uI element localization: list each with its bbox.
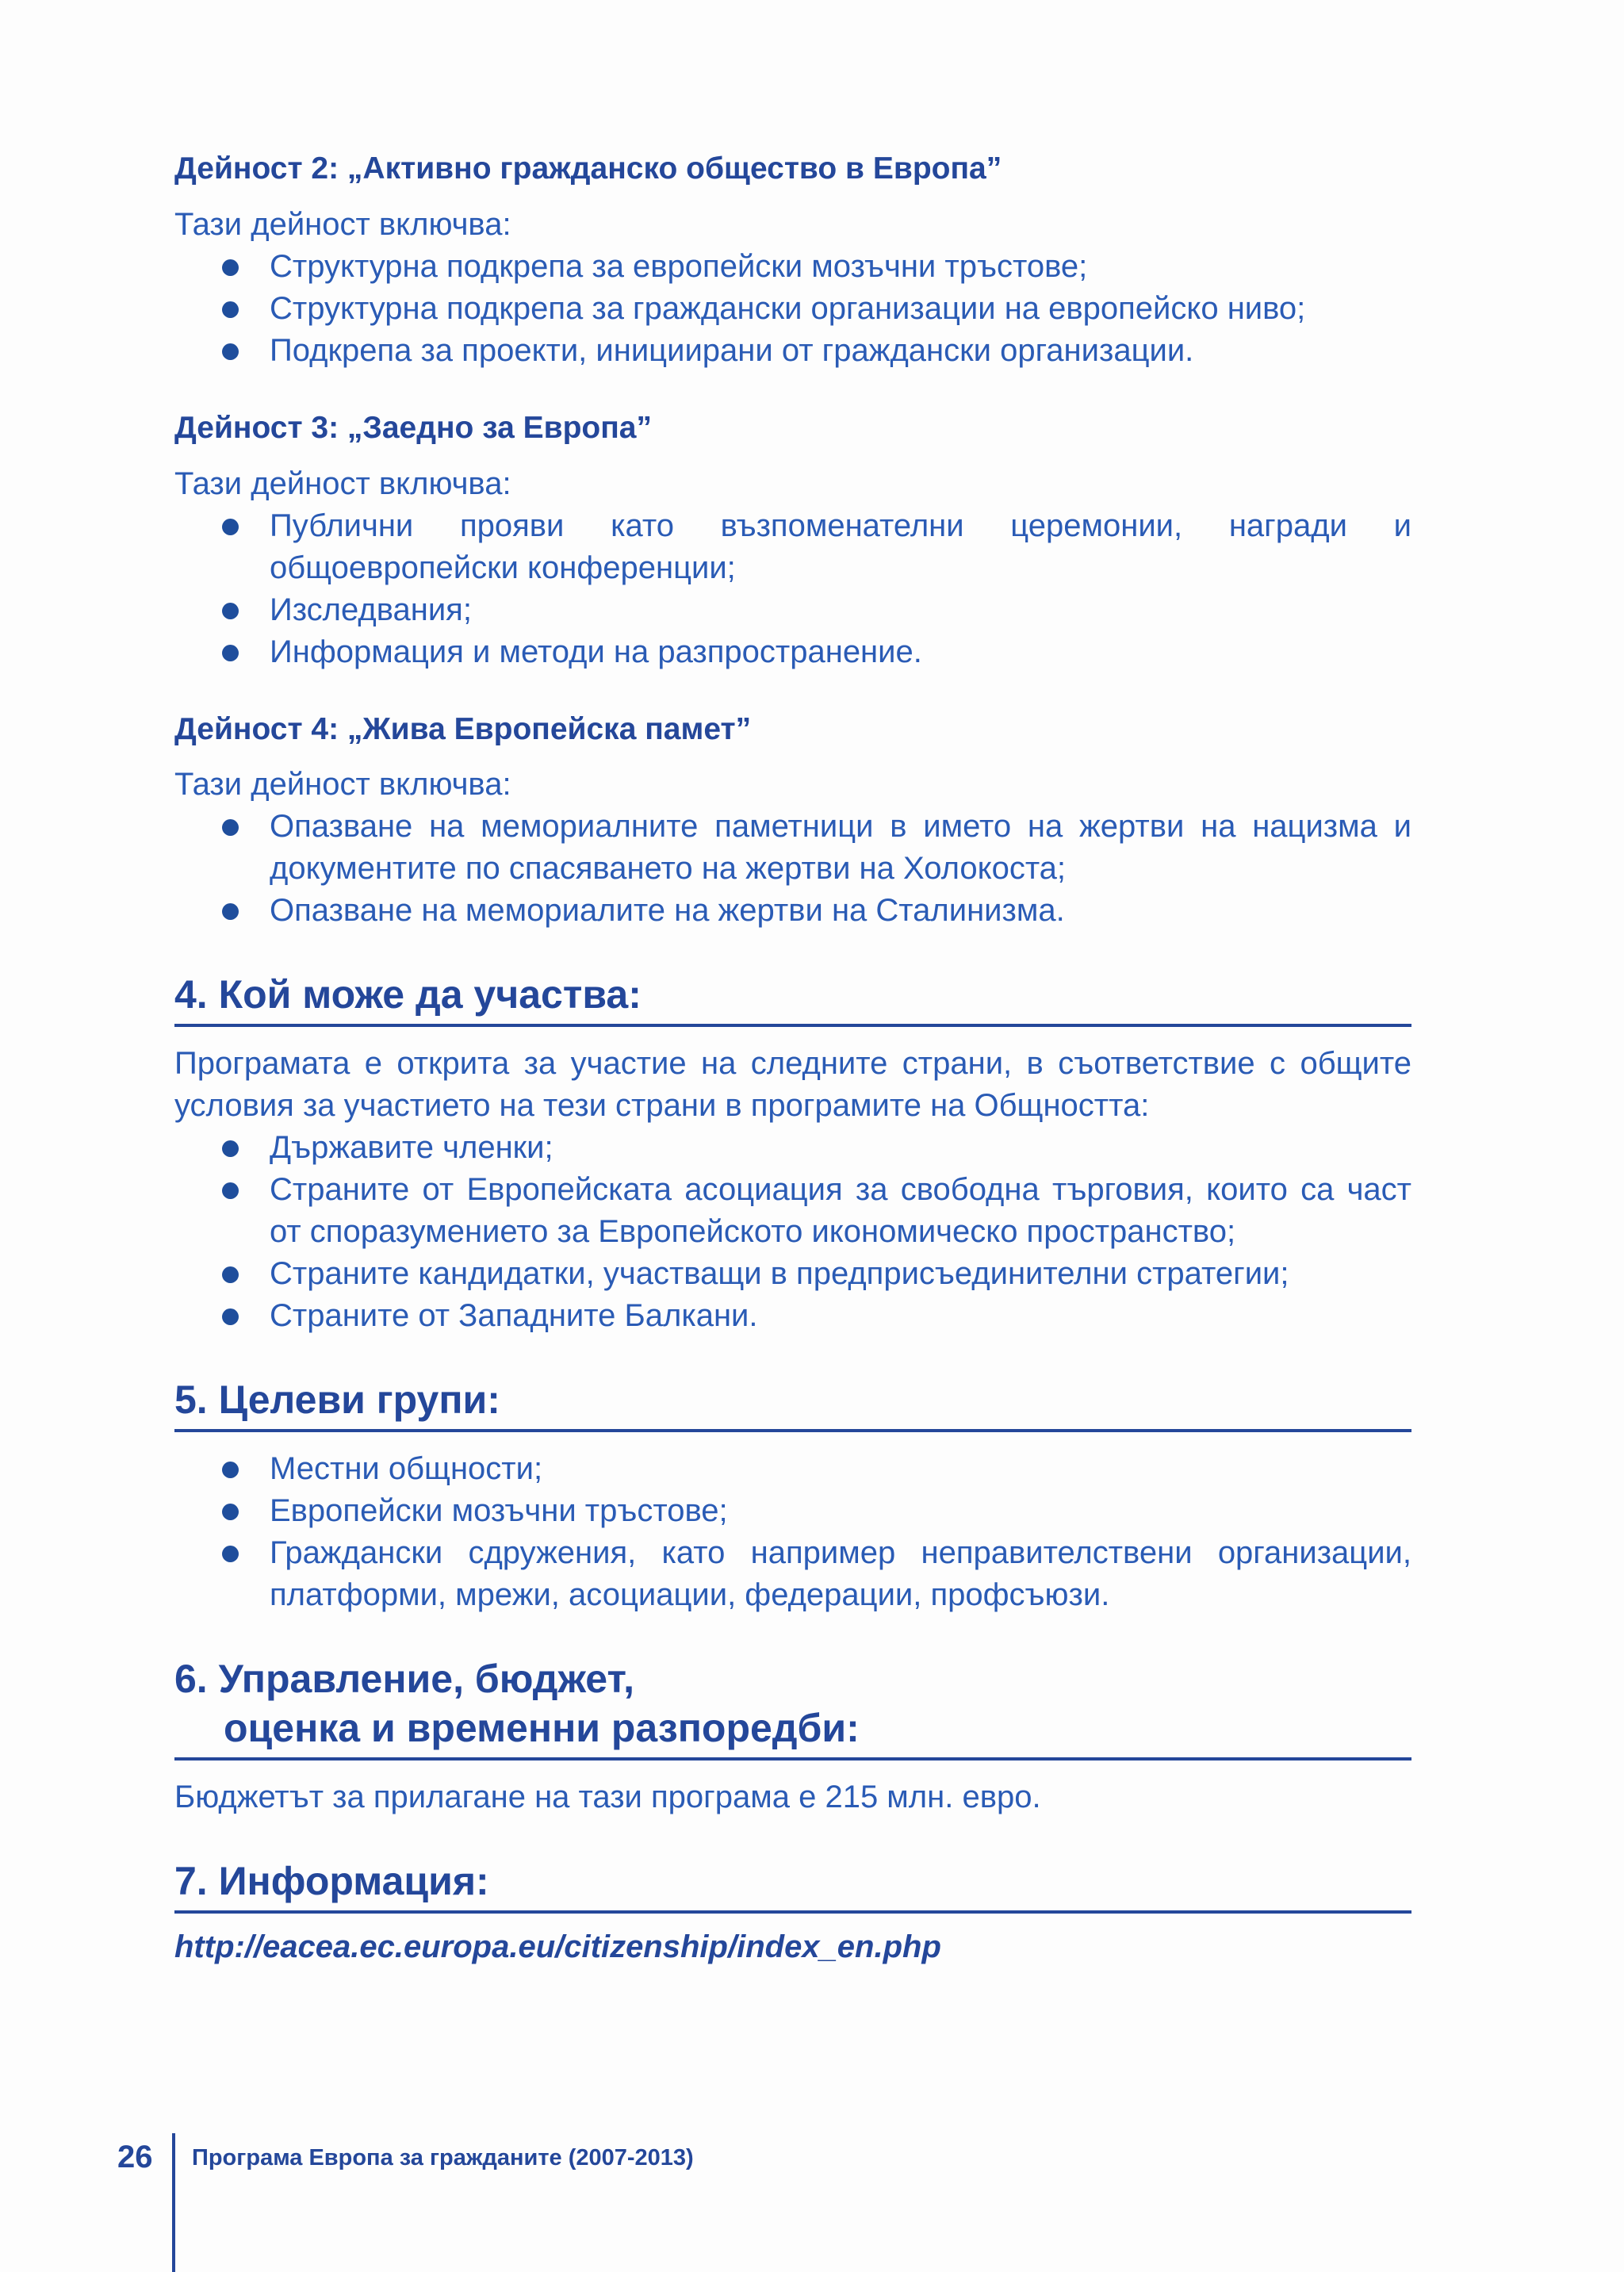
section-heading-line-2: оценка и временни разпоредби: [224, 1706, 860, 1751]
bullet-icon [222, 1462, 239, 1478]
bullet-icon [222, 645, 239, 661]
list-item [174, 1490, 1411, 1532]
bullet-icon [222, 1546, 239, 1562]
activity-heading: Дейност 3: „Заедно за Европа” [174, 410, 652, 445]
list-item-text: Държавите членки; [270, 1130, 553, 1166]
list-item [174, 890, 1411, 932]
list-item [174, 246, 1411, 288]
footer-title: Програма Европа за гражданите (2007-2013) [192, 2145, 694, 2170]
bullet-list [174, 1448, 1411, 1616]
list-item [174, 505, 1411, 589]
bullet-icon [222, 301, 239, 318]
section-heading-line-1: 6. Управление, бюджет, [174, 1657, 635, 1702]
activity-intro: Тази дейност включва: [174, 767, 511, 803]
activity-heading: Дейност 2: „Активно гражданско общество в Европа” [174, 151, 1002, 186]
list-item-text: Опазване на мемориалните паметници в името на жертви на нацизма и документите по спасяването на жертви на Холокоста; [270, 809, 1411, 887]
section-who-can-participate [174, 970, 1411, 1337]
activity-intro: Тази дейност включва: [174, 206, 511, 242]
list-item-text: Европейски мозъчни тръстове; [270, 1493, 728, 1529]
bullet-icon [222, 603, 239, 619]
list-item [174, 330, 1411, 372]
list-item-text: Публични прояви като възпоменателни церемонии, награди и общоевропейски конференции; [270, 508, 1411, 585]
bullet-icon [222, 343, 239, 360]
list-item-text: Страните кандидатки, участващи в предприсъединителни стратегии; [270, 1256, 1289, 1292]
list-item [174, 1295, 1411, 1337]
list-item [174, 1169, 1411, 1253]
section-body: Бюджетът за прилагане на тази програма е 215 млн. евро. [174, 1780, 1041, 1815]
page-number: 26 [117, 2140, 153, 2174]
bullet-icon [222, 259, 239, 276]
list-item-text: Структурна подкрепа за европейски мозъчни тръстове; [270, 248, 1088, 284]
bullet-list [174, 246, 1411, 372]
list-item-text: Граждански сдружения, като например неправителствени организации, платформи, мрежи, асоциации, федерации, профсъюзи. [270, 1535, 1411, 1613]
list-item [174, 631, 1411, 673]
footer-divider [172, 2133, 175, 2272]
section-information [174, 1856, 1411, 1965]
bullet-icon [222, 1308, 239, 1325]
section-body: Програмата е открита за участие на следните страни, в съответствие с общите условия за участието на тези страни в програмите на Общността: [174, 1046, 1411, 1124]
list-item [174, 1253, 1411, 1295]
bullet-icon [222, 1266, 239, 1283]
bullet-icon [222, 903, 239, 920]
list-item [174, 589, 1411, 631]
page-content [174, 151, 1411, 2003]
list-item [174, 1127, 1411, 1169]
list-item-text: Изследвания; [270, 592, 472, 627]
list-item-text: Подкрепа за проекти, инициирани от граждански организации. [270, 332, 1194, 368]
bullet-list [174, 505, 1411, 673]
bullet-list [174, 1127, 1411, 1337]
activity-heading: Дейност 4: „Жива Европейска памет” [174, 711, 752, 746]
section-heading [174, 1654, 1411, 1761]
bullet-icon [222, 1182, 239, 1199]
list-item-text: Информация и методи на разпространение. [270, 634, 922, 669]
section-management-budget [174, 1654, 1411, 1818]
activity-intro: Тази дейност включва: [174, 466, 511, 501]
list-item-text: Страните от Западните Балкани. [270, 1298, 758, 1334]
bullet-icon [222, 1140, 239, 1157]
section-heading: 5. Целеви групи: [174, 1375, 1411, 1432]
bullet-list [174, 806, 1411, 932]
activity-4 [174, 711, 1411, 933]
list-item [174, 288, 1411, 330]
list-item [174, 806, 1411, 890]
section-heading: 4. Кой може да участва: [174, 970, 1411, 1027]
list-item-text: Опазване на мемориалите на жертви на Сталинизма. [270, 893, 1065, 929]
activity-2 [174, 151, 1411, 372]
list-item-text: Структурна подкрепа за граждански организации на европейско ниво; [270, 290, 1306, 326]
bullet-icon [222, 1504, 239, 1520]
section-target-groups [174, 1375, 1411, 1616]
bullet-icon [222, 519, 239, 535]
info-link[interactable]: http://eacea.ec.europa.eu/citizenship/index_en.php [174, 1929, 941, 1965]
list-item-text: Местни общности; [270, 1451, 543, 1487]
list-item-text: Страните от Европейската асоциация за свободна търговия, които са част от споразумението за Европейското икономическо пространство; [270, 1172, 1411, 1250]
activity-3 [174, 410, 1411, 673]
bullet-icon [222, 819, 239, 836]
list-item [174, 1532, 1411, 1616]
list-item [174, 1448, 1411, 1490]
section-heading: 7. Информация: [174, 1856, 1411, 1914]
